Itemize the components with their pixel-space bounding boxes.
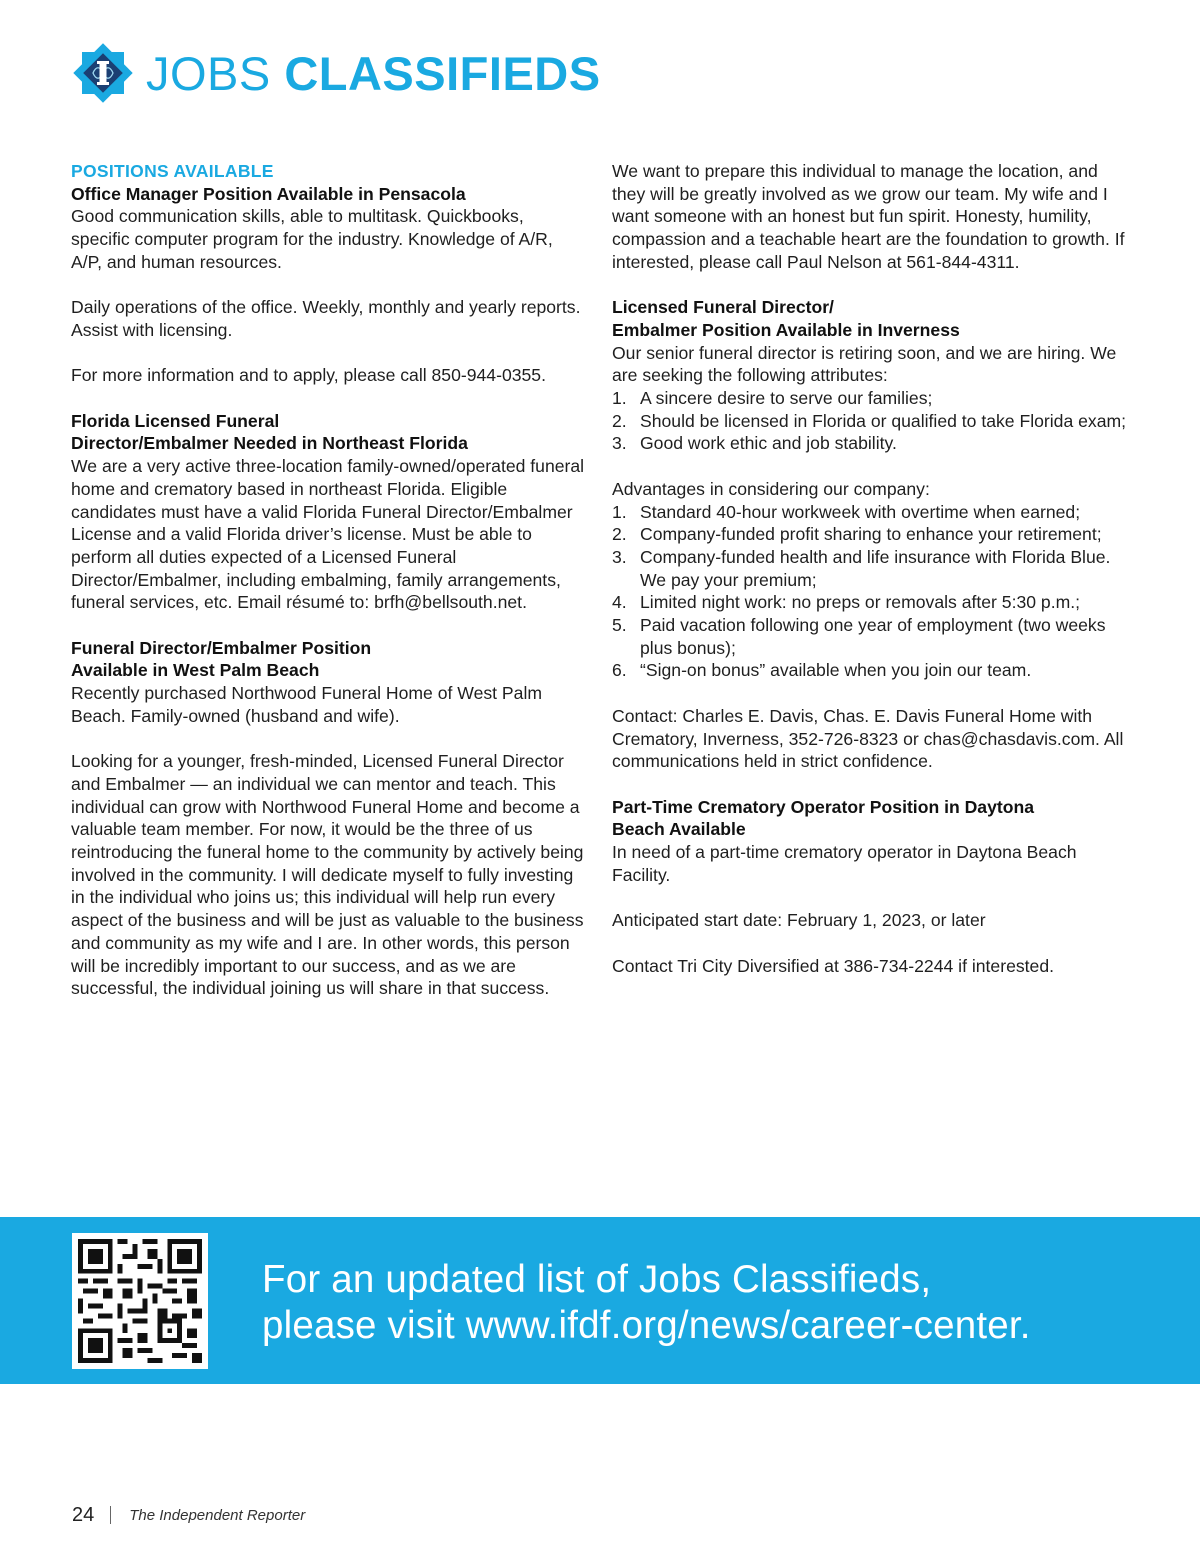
- list-number: 1.: [612, 388, 627, 409]
- list-item: [612, 523, 1132, 546]
- list-text: Company-funded health and life insurance with Florida Blue. We pay your premium;: [640, 546, 1111, 590]
- job-body: We are a very active three-location family-owned/operated funeral home and crematory based in northeast Florida. Eligible candidates must have a valid Florida Funeral Director/Embalmer License and a valid Florida driver’s license. Must be able to perform all duties expected of a Licensed Funeral Director/Embalmer, including embalming, family arrangements, funeral services, etc. Email résumé to: brfh@bellsouth.net.: [71, 456, 585, 613]
- job-body: Anticipated start date: February 1, 2023, or later: [612, 910, 986, 931]
- advantages-list: [612, 501, 1132, 683]
- qr-code-icon[interactable]: [72, 1233, 208, 1369]
- job-title-daytona-beach: [612, 796, 1132, 841]
- job-title-line: Available in West Palm Beach: [71, 660, 320, 681]
- list-number: 3.: [612, 433, 627, 454]
- list-text: “Sign-on bonus” available when you join our team.: [640, 660, 1032, 681]
- job-body: Looking for a younger, fresh-minded, Licensed Funeral Director and Embalmer — an individual we can mentor and teach. This individual can grow with Northwood Funeral Home and become a valuable team member. For now, it would be the three of us reintroducing the funeral home to the community by actively being involved in the community. I will dedicate myself to fully investing in the individual who joins us; this individual will help run every aspect of the business and will be just as valuable to the business and community as my wife and I are. In other words, this person will be incredibly important to our success, and as we are successful, the individual joining us will share in that success.: [71, 751, 584, 999]
- job-title-northeast-florida: [71, 410, 586, 455]
- list-item: [612, 614, 1132, 659]
- job-body: Our senior funeral director is retiring soon, and we are hiring. We are seeking the following attributes:: [612, 342, 1117, 386]
- career-center-banner: [0, 1217, 1200, 1384]
- page-title: [146, 46, 601, 100]
- job-title-inverness: [612, 296, 1132, 341]
- list-number: 6.: [612, 660, 627, 681]
- job-title-line: Embalmer Position Available in Inverness: [612, 319, 960, 340]
- job-title-line: Funeral Director/Embalmer Position: [71, 637, 372, 658]
- job-title-line: Florida Licensed Funeral: [71, 410, 280, 431]
- job-title-line: Part-Time Crematory Operator Position in Daytona: [612, 796, 1035, 817]
- list-number: 2.: [612, 410, 627, 431]
- page-title-light: JOBS: [146, 46, 285, 100]
- job-title-office-manager: Office Manager Position Available in Pensacola: [71, 183, 466, 204]
- list-item: [612, 591, 1132, 614]
- left-column: [71, 160, 586, 1000]
- banner-line-link[interactable]: please visit www.ifdf.org/news/career-center.: [262, 1304, 1031, 1347]
- job-title-line: Director/Embalmer Needed in Northeast Florida: [71, 433, 468, 454]
- list-item: [612, 432, 1132, 455]
- job-body: Recently purchased Northwood Funeral Home of West Palm Beach. Family-owned (husband and wife).: [71, 683, 543, 726]
- list-number: 4.: [612, 592, 627, 613]
- list-number: 1.: [612, 501, 627, 522]
- page-footer: [72, 1500, 305, 1530]
- list-text: Standard 40-hour workweek with overtime when earned;: [640, 501, 1081, 522]
- list-text: Limited night work: no preps or removals after 5:30 p.m.;: [640, 592, 1081, 613]
- page-header: [72, 38, 601, 108]
- page-title-bold: CLASSIFIEDS: [284, 46, 601, 100]
- list-text: Should be licensed in Florida or qualified to take Florida exam;: [640, 410, 1127, 431]
- list-number: 5.: [612, 615, 627, 636]
- job-contact: Contact Tri City Diversified at 386-734-2244 if interested.: [612, 955, 1055, 976]
- job-title-line: Beach Available: [612, 819, 746, 840]
- list-text: Good work ethic and job stability.: [640, 433, 897, 454]
- list-item: [612, 410, 1132, 433]
- job-body: In need of a part-time crematory operator in Daytona Beach Facility.: [612, 842, 1077, 885]
- job-body: Good communication skills, able to multitask. Quickbooks, specific computer program for the industry. Knowledge of A/R, A/P, and human resources.: [71, 206, 553, 272]
- job-body: For more information and to apply, please call 850-944-0355.: [71, 365, 546, 386]
- publication-name: The Independent Reporter: [129, 1506, 306, 1524]
- right-column: [612, 160, 1132, 977]
- qr-code-graphic: [78, 1239, 202, 1363]
- banner-message: [262, 1257, 1162, 1349]
- job-title-line: Licensed Funeral Director/: [612, 297, 834, 318]
- job-body: Advantages in considering our company:: [612, 478, 930, 499]
- list-text: Paid vacation following one year of employment (two weeks plus bonus);: [640, 615, 1106, 658]
- list-item: [612, 546, 1132, 591]
- footer-divider: [110, 1506, 111, 1524]
- list-text: A sincere desire to serve our families;: [640, 388, 933, 409]
- ifdf-logo-icon: [72, 42, 134, 104]
- section-label: POSITIONS AVAILABLE: [71, 161, 274, 181]
- list-item: [612, 501, 1132, 524]
- job-title-west-palm-beach: [71, 637, 586, 682]
- list-number: 3.: [612, 546, 627, 567]
- banner-line: For an updated list of Jobs Classifieds,: [262, 1258, 932, 1301]
- job-body-continued: We want to prepare this individual to manage the location, and they will be greatly involved as we grow our team. My wife and I want someone with an honest but fun spirit. Honesty, humility, compassion and a teachable heart are the foundation to growth. If interested, please call Paul Nelson at 561-844-4311.: [612, 161, 1125, 272]
- list-item: [612, 659, 1132, 682]
- list-number: 2.: [612, 524, 627, 545]
- list-text: Company-funded profit sharing to enhance your retirement;: [640, 524, 1102, 545]
- job-body: Daily operations of the office. Weekly, monthly and yearly reports. Assist with licensing.: [71, 297, 581, 340]
- job-contact: Contact: Charles E. Davis, Chas. E. Davis Funeral Home with Crematory, Inverness, 352-726-8323 or chas@chasdavis.com. All communications held in strict confidence.: [612, 705, 1124, 772]
- page-number: 24: [72, 1503, 95, 1526]
- attributes-list: [612, 387, 1132, 455]
- list-item: [612, 387, 1132, 410]
